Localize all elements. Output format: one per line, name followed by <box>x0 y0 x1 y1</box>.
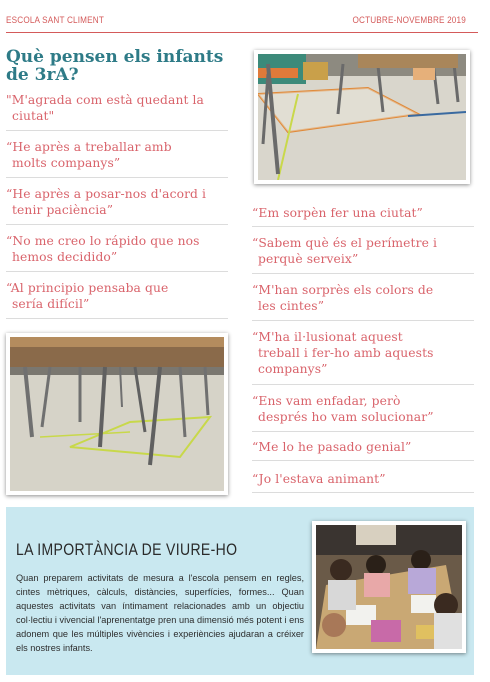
quote-divider <box>252 431 474 432</box>
quote-line: "M'agrada com està quedant la <box>6 93 204 107</box>
section-body: Quan preparem activitats de mesura a l'escola pensem en regles, cintes mètriques, càlculs, distàncies, superfícies, formes... Quan aquestes activitats van íntimament relacionades amb un objectiu col·lectiu i vivencial l'aprenentatge pren una dimensió més potent i ens adonem que les múltiples vivències i experiències ajudaran a créixer els nostres infants. <box>16 573 304 653</box>
quote-line: “No me creo lo rápido que nos <box>6 234 200 248</box>
chair-legs-photo <box>6 333 228 495</box>
quote-divider <box>252 492 474 493</box>
quote-left-3 <box>6 186 231 218</box>
quote-right-3 <box>252 282 477 314</box>
quote-line: “He après a treballar amb <box>6 140 172 154</box>
quote-line: sería difícil” <box>12 297 90 311</box>
quote-divider <box>6 130 228 131</box>
quote-divider <box>252 273 474 274</box>
issue-date: OCTUBRE-NOVEMBRE 2019 <box>352 15 466 26</box>
quote-divider <box>252 226 474 227</box>
quote-line: “Jo l'estava animant” <box>252 472 386 486</box>
quote-right-1 <box>252 205 477 221</box>
quote-divider <box>252 320 474 321</box>
header-divider <box>6 32 478 33</box>
quote-right-2 <box>252 235 477 267</box>
quote-divider <box>6 271 228 272</box>
quote-left-5 <box>6 280 231 312</box>
quote-line: ciutat" <box>12 109 55 123</box>
page-header <box>0 0 490 34</box>
quote-divider <box>6 224 228 225</box>
quote-divider <box>252 460 474 461</box>
quote-line: “He après a posar-nos d'acord i <box>6 187 207 201</box>
quote-line: “M'han sorprès els colors de <box>252 283 434 297</box>
quote-divider <box>6 177 228 178</box>
section-title: LA IMPORTÀNCIA DE VIURE-HO <box>16 541 238 559</box>
quote-line: “Me lo he pasado genial” <box>252 440 412 454</box>
quote-line: després ho vam solucionar” <box>258 410 434 424</box>
quote-line: treball i fer-ho amb aquests <box>258 346 434 360</box>
quote-left-1 <box>6 92 231 124</box>
quote-right-7 <box>252 471 477 487</box>
quote-divider <box>6 318 228 319</box>
quote-line: les cintes” <box>258 299 325 313</box>
school-name: ESCOLA SANT CLIMENT <box>6 15 105 26</box>
page-title: Què pensen els infants de 3rA? <box>6 47 224 85</box>
quote-line: “Em sorpèn fer una ciutat” <box>252 206 423 220</box>
quote-line: tenir paciència” <box>12 203 114 217</box>
quote-right-5 <box>252 393 477 425</box>
quote-line: “Sabem què és el perímetre i <box>252 236 437 250</box>
children-working-photo <box>312 521 466 653</box>
quote-line: molts companys” <box>12 156 121 170</box>
importance-section <box>6 507 474 675</box>
quote-right-6 <box>252 439 477 455</box>
quote-left-2 <box>6 139 231 171</box>
quote-divider <box>252 384 474 385</box>
quote-line: “Al principio pensaba que <box>6 281 169 295</box>
quote-line: “Ens vam enfadar, però <box>252 394 401 408</box>
quote-right-4 <box>252 329 477 377</box>
quote-line: perquè serveix” <box>258 252 359 266</box>
classroom-floor-photo <box>254 50 470 184</box>
quote-line: companys” <box>258 362 328 376</box>
quote-left-4 <box>6 233 231 265</box>
quote-line: “M'ha il·lusionat aquest <box>252 330 403 344</box>
quote-line: hemos decidido” <box>12 250 118 264</box>
